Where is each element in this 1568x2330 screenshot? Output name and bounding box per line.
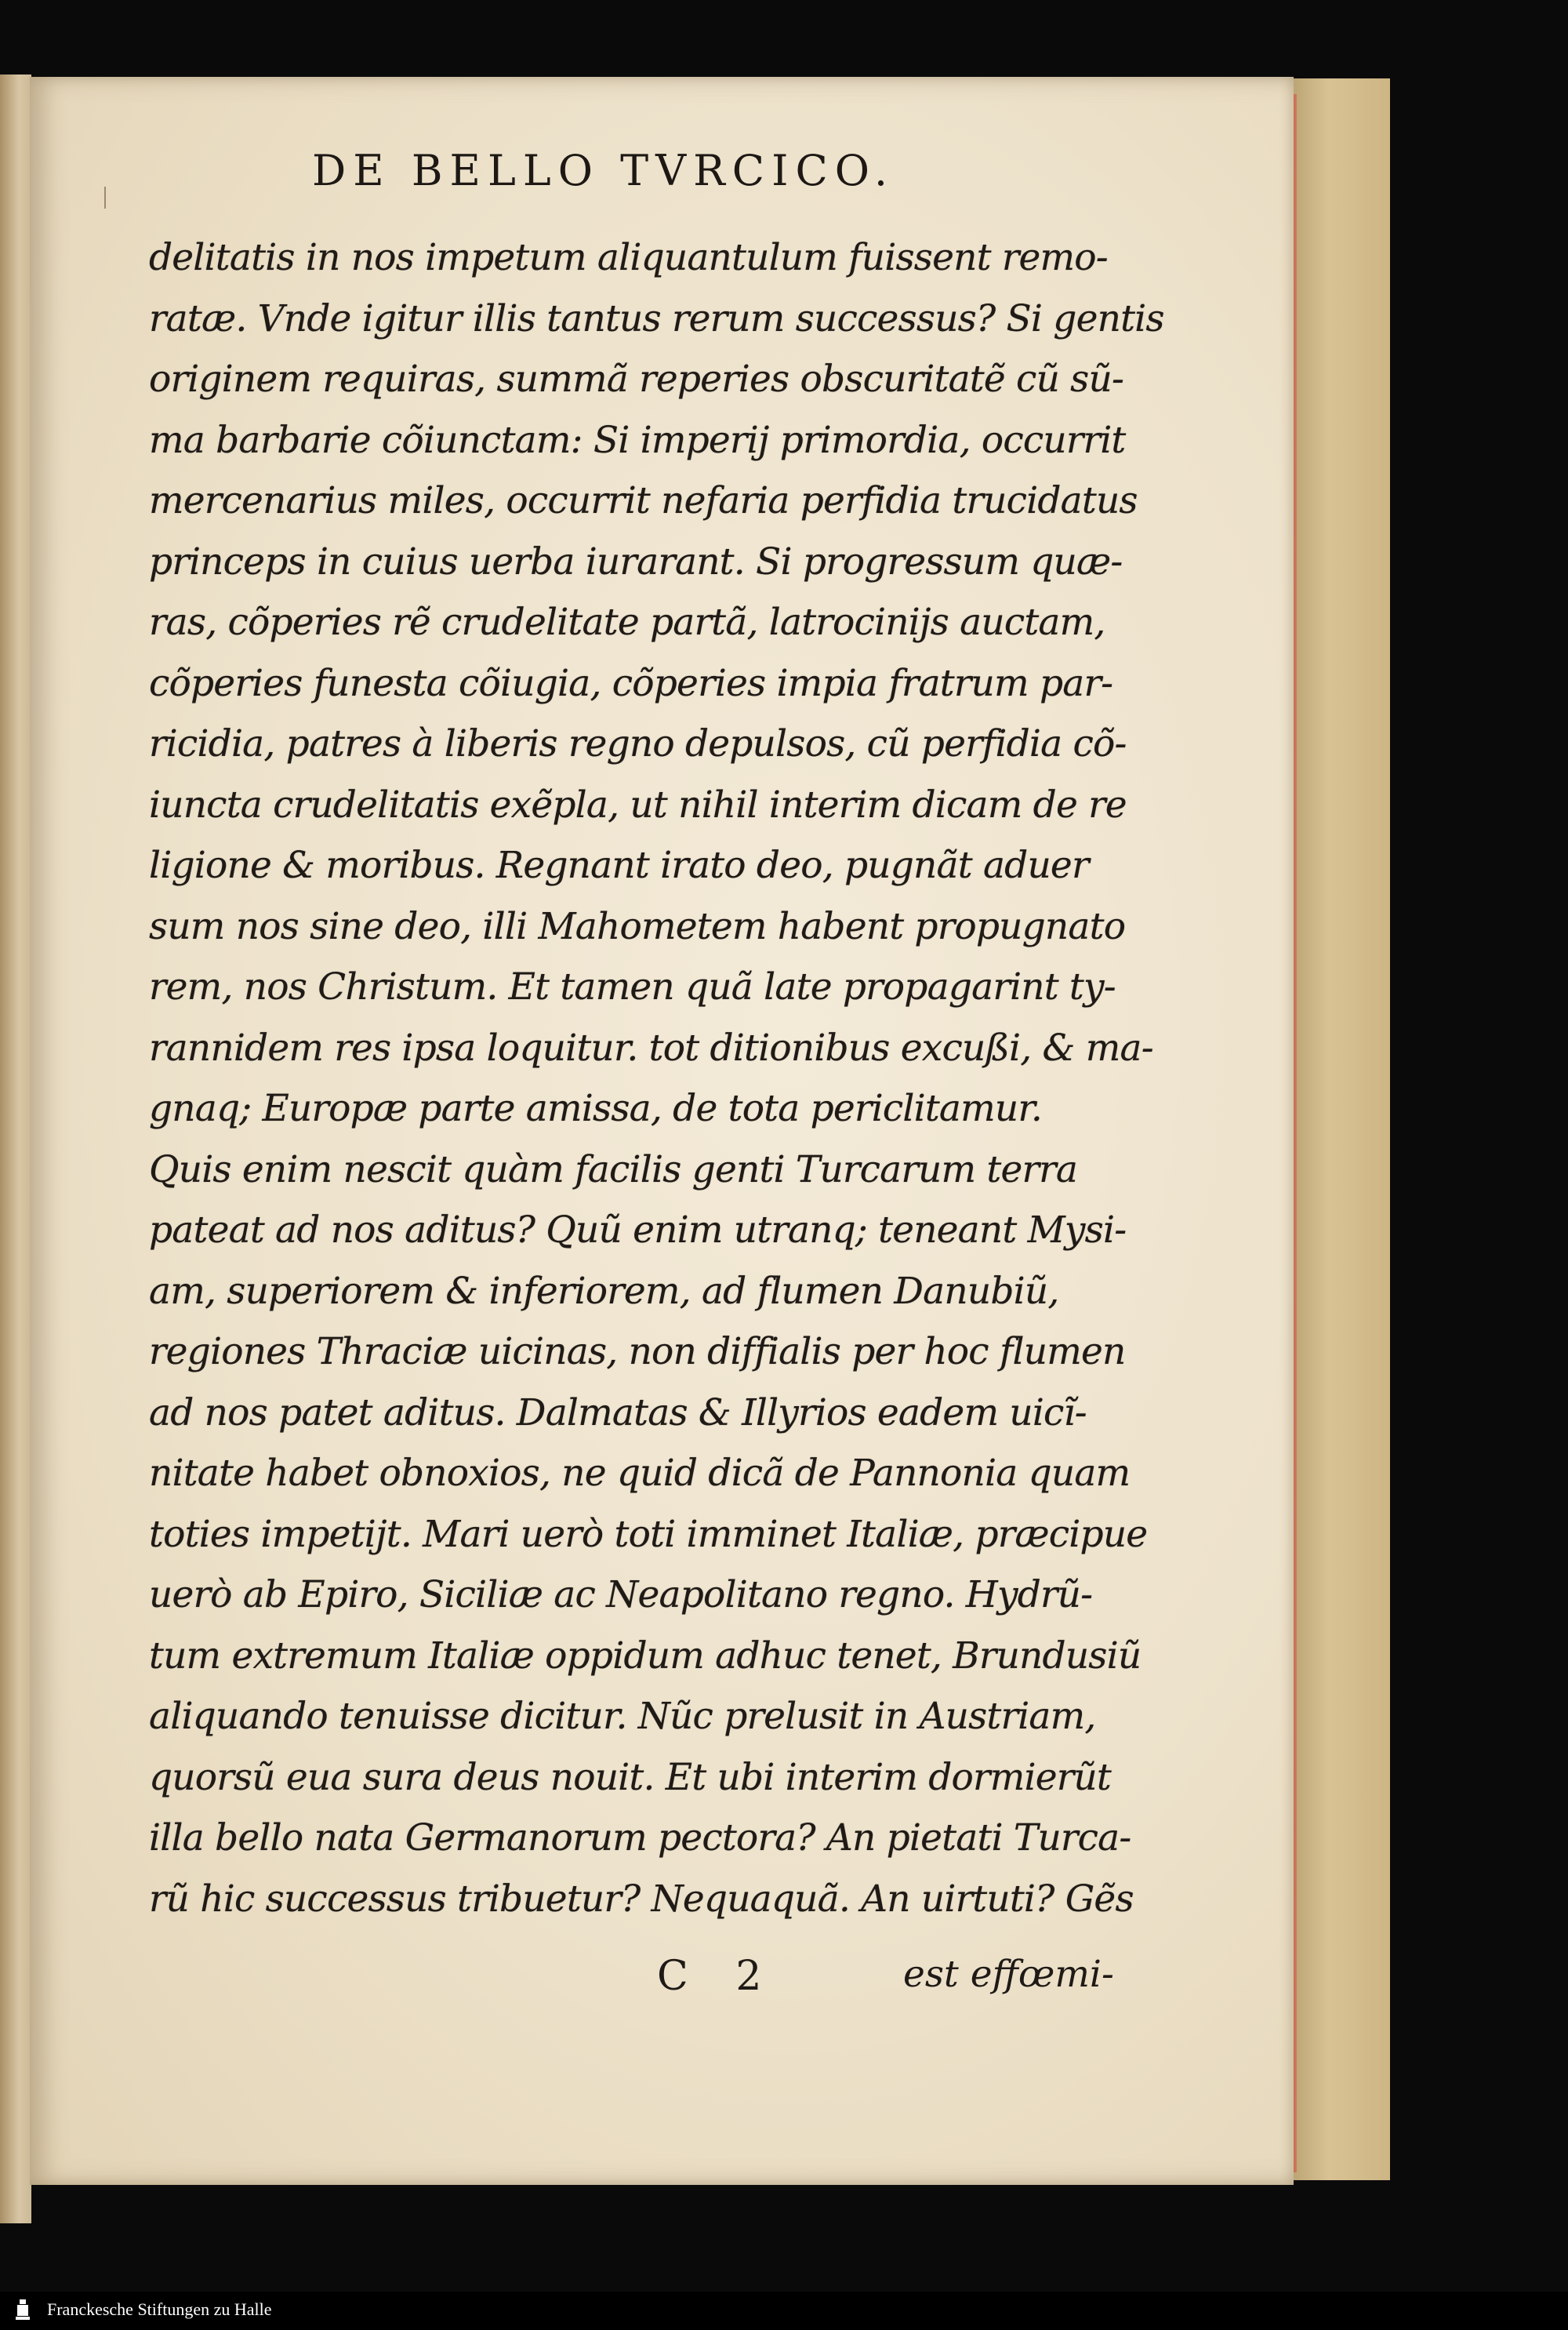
text-line: aliquando tenuisse dicitur. Nũc prelusit in Austriam, [149, 1695, 1096, 1738]
text-line: Quis enim nescit quàm facilis genti Turcarum terra [149, 1147, 1078, 1191]
text-line: illa bello nata Germanorum pectora? An pietati Turca- [149, 1816, 1131, 1859]
signature-mark: C 2 [657, 1953, 779, 2000]
catchword: est effœmi- [903, 1953, 1114, 1996]
left-page-edge [0, 75, 31, 2223]
text-line: rem, nos Christum. Et tamen quã late propagarint ty- [149, 965, 1116, 1009]
text-line: toties impetijt. Mari uerò toti imminet Italiæ, præcipue [149, 1512, 1148, 1556]
text-line: cõperies funesta cõiugia, cõperies impia fratrum par- [149, 661, 1113, 705]
text-line: quorsũ eua sura deus nouit. Et ubi interim dormierũt [149, 1755, 1111, 1799]
text-line: sum nos sine deo, illi Mahometem habent propugnato [149, 904, 1126, 948]
text-line: rannidem res ipsa loquitur. tot ditionibus excußi, & ma- [149, 1026, 1153, 1070]
gutter-mark [104, 187, 106, 209]
text-line: ras, cõperies rẽ crudelitate partã, latrocinijs auctam, [149, 601, 1105, 644]
text-line: am, superiorem & inferiorem, ad flumen Danubiũ, [149, 1269, 1059, 1313]
text-block [149, 227, 1164, 1929]
running-head: DE BELLO TVRCICO. [312, 146, 895, 195]
text-line: princeps in cuius uerba iurarant. Si progressum quæ- [149, 540, 1123, 583]
cover-board [1286, 78, 1390, 2180]
text-line: uerò ab Epiro, Siciliæ ac Neapolitano regno. Hydrũ- [149, 1573, 1093, 1616]
text-line: gnaq; Europæ parte amissa, de tota periclitamur. [149, 1087, 1043, 1130]
footer-institution-text: Franckesche Stiftungen zu Halle [47, 2299, 272, 2319]
text-line: ratæ. Vnde igitur illis tantus rerum successus? Si gentis [149, 296, 1164, 340]
text-line: pateat ad nos aditus? Quũ enim utranq; teneant Mysi- [149, 1209, 1127, 1252]
text-line: iuncta crudelitatis exẽpla, ut nihil interim dicam de re [149, 783, 1127, 827]
text-line: nitate habet obnoxios, ne quid dicã de Pannonia quam [149, 1452, 1131, 1495]
institution-logo-icon [14, 2298, 31, 2321]
text-line: ma barbarie cõiunctam: Si imperij primordia, occurrit [149, 418, 1126, 462]
text-line: ligione & moribus. Regnant irato deo, pugnãt aduer [149, 844, 1089, 887]
text-line: ad nos patet aditus. Dalmatas & Illyrios eadem uicĩ- [149, 1390, 1087, 1434]
text-line: tum extremum Italiæ oppidum adhuc tenet, Brundusiũ [149, 1634, 1142, 1678]
text-line: regiones Thraciæ uicinas, non diffialis per hoc flumen [149, 1330, 1126, 1373]
text-line: rũ hic successus tribuetur? Nequaquã. An uirtuti? Gẽs [149, 1877, 1134, 1921]
text-line: originem requiras, summã reperies obscuritatẽ cũ sũ- [149, 358, 1124, 401]
text-line: mercenarius miles, occurrit nefaria perfidia trucidatus [149, 479, 1138, 522]
text-line: ricidia, patres à liberis regno depulsos, cũ perfidia cõ- [149, 722, 1127, 765]
text-line: delitatis in nos impetum aliquantulum fuissent remo- [149, 236, 1108, 279]
